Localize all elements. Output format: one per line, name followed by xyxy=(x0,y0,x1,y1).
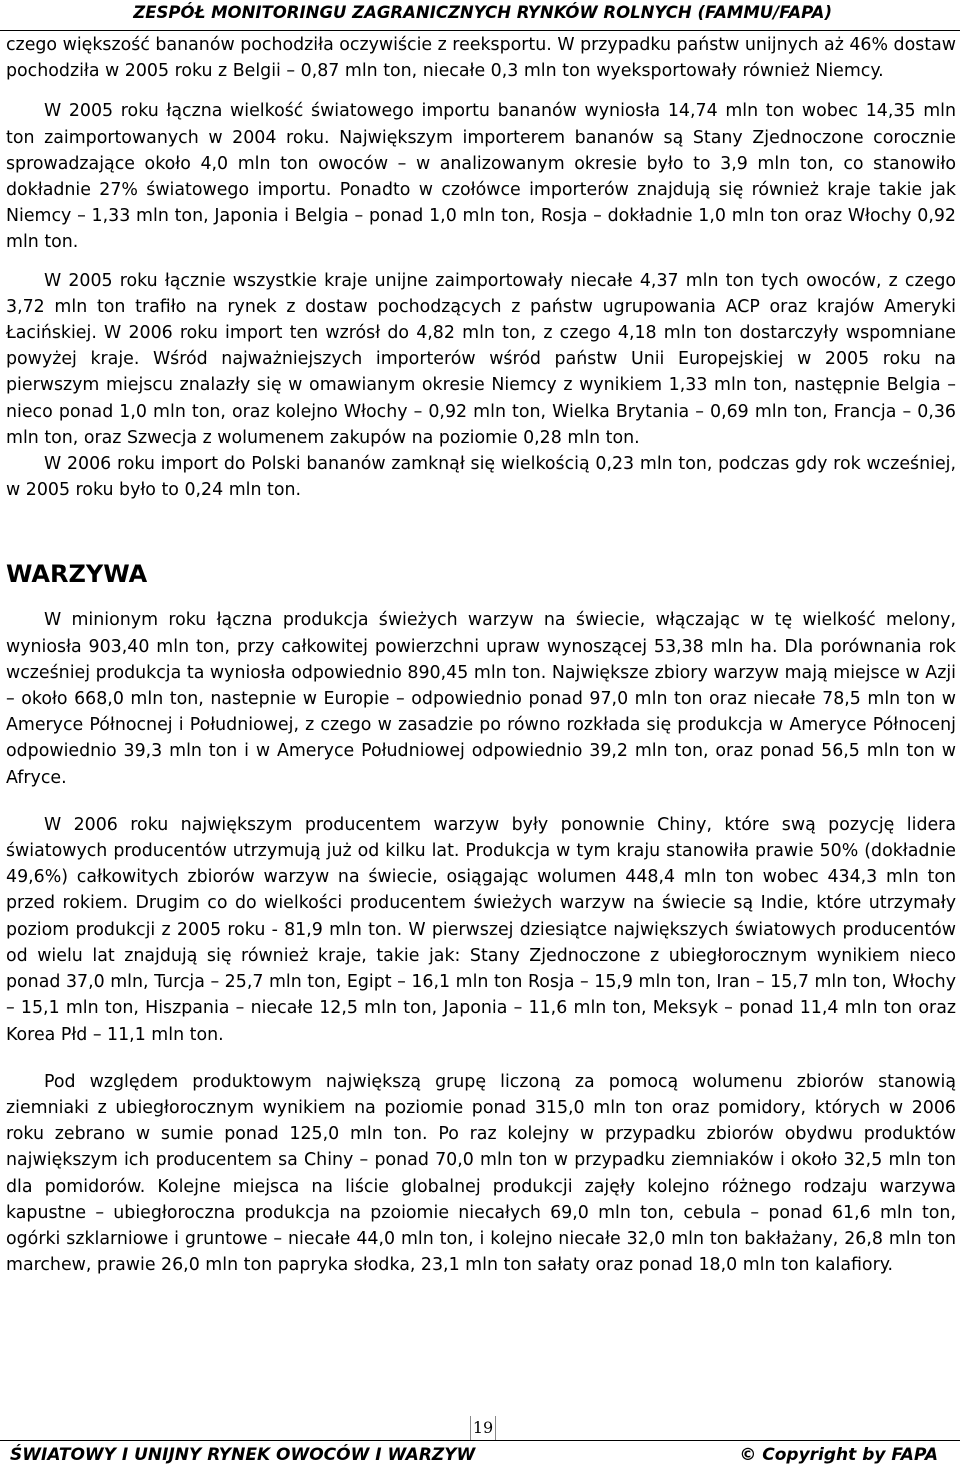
paragraph-top-producers: W 2006 roku największym producentem warzyw były ponownie Chiny, które swą pozycję lidera światowych producentów utrzymują już od kilku lat. Produkcja w tym kraju stanowiła prawie 50% (dokładnie 49,6%) całkowitych zbiorów warzyw na świecie, osiągając wolumen 448,4 mln ton wobec 434,3 mln ton przed rokiem. Drugim co do wielkości producentem świeżych warzyw na świecie są Indie, które utrzymały poziom produkcji z 2005 roku - 81,9 mln ton. W pierwszej dziesiątce największych światowych producentów od wielu lat znajdują się również kraje, takie jak: Stany Zjednoczone z ubiegłorocznym wynikiem nieco ponad 37,0 mln, Turcja – 25,7 mln ton, Egipt – 16,1 mln ton Rosja – 15,9 mln ton, Iran – 15,7 mln ton, Włochy – 15,1 mln ton, Hiszpania – niecałe 12,5 mln ton, Japonia – 11,6 mln ton, Meksyk – ponad 11,4 mln ton oraz Korea Płd – 11,1 mln ton. xyxy=(6,814,956,1045)
footer-copyright: © Copyright by FAPA xyxy=(739,1445,938,1465)
paragraph-world-import: W 2005 roku łączna wielkość światowego importu bananów wyniosła 14,74 mln ton wobec 14,35 mln ton zaimportowanych w 2004 roku. Największym importerem bananów są Stany Zjednoczone corocznie sprowadzające około 4,0 mln ton owoców – w analizowanym okresie było to 3,9 mln ton, co stanowiło dokładnie 27% światowego importu. Ponadto w czołówce importerów znajdują się również kraje takie jak Niemcy – 1,33 mln ton, Japonia i Belgia – ponad 1,0 mln ton, Rosja – dokładnie 1,0 mln ton oraz Włochy 0,92 mln ton. xyxy=(6,101,956,253)
document-body xyxy=(6,32,956,1278)
paragraph-eu-import: W 2005 roku łącznie wszystkie kraje unijne zaimportowały niecałe 4,37 mln ton tych owoców, z czego 3,72 mln ton trafiło na rynek z dostaw pochodzących z państw ugrupowania ACP oraz krajów Ameryki Łacińskiej. W 2006 roku import ten wzrósł do 4,82 mln ton, z czego 4,18 mln ton dostarczyły wspomniane powyżej kraje. Wśród najważniejszych importerów wśród państw Unii Europejskiej w 2005 roku na pierwszym miejscu znalazły się w omawianym okresie Niemcy z wynikiem 1,33 mln ton, następnie Belgia – nieco ponad 1,0 mln ton, oraz kolejno Włochy – 0,92 mln ton, Wielka Brytania – 0,69 mln ton, Francja – 0,36 mln ton, oraz Szwecja z wolumenem zakupów na poziomie 0,28 mln ton. xyxy=(6,270,956,448)
page-header xyxy=(0,0,960,31)
paragraph-product-groups: Pod względem produktowym największą grupę liczoną za pomocą wolumenu zbiorów stanowią ziemniaki z ubiegłorocznym wynikiem na poziomie ponad 315,0 mln ton oraz pomidory, których w 2006 roku zebrano w sumie ponad 125,0 mln ton. Po raz kolejny w przypadku zbiorów obydwu produktów największym ich producentem sa Chiny – ponad 70,0 mln ton w przypadku ziemniaków i około 32,5 mln ton dla pomidorów. Kolejne miejsca na liście globalnej produkcji zajęły kolejno różnego rodzaju warzywa kapustne – ubiegłoroczna produkcja na pzoiomie niecałych 69,0 mln ton, cebula – ponad 61,6 mln ton, ogórki szklarniowe i gruntowe – niecałe 44,0 mln ton, i kolejno niecałe 32,0 mln ton bakłażany, 26,8 mln ton marchew, prawie 26,0 mln ton papryka słodka, 23,1 mln ton sałaty oraz ponad 18,0 mln ton kalafiory. xyxy=(6,1071,956,1276)
footer-divider xyxy=(0,1440,960,1441)
page-number: 19 xyxy=(470,1416,496,1440)
header-title: ZESPÓŁ MONITORINGU ZAGRANICZNYCH RYNKÓW ROLNYCH (FAMMU/FAPA) xyxy=(133,3,832,22)
paragraph-continuation: czego większość bananów pochodziła oczywiście z reeksportu. W przypadku państw unijnych aż 46% dostaw pochodziła w 2005 roku z Belgii – 0,87 mln ton, niecałe 0,3 mln ton wyeksportowały również Niemcy. xyxy=(6,35,956,82)
section-title: WARZYWA xyxy=(6,560,148,589)
paragraph-world-production: W minionym roku łączna produkcja świeżych warzyw na świecie, włączając w tę wielkość melony, wyniosła 903,40 mln ton, przy całkowitej powierzchni upraw wynoszącej 53,38 mln ha. Dla porównania rok wcześniej produkcja ta wyniosła odpowiednio 890,45 mln ton. Największe zbiory warzyw mają miejsce w Azji – około 668,0 mln ton, nastepnie w Europie – odpowiednio ponad 97,0 mln ton oraz niecałe 78,5 mln ton w Ameryce Północnej i Południowej, z czego w zasadzie po równo rozkłada się produkcja w Ameryce Północenj odpowiednio 39,3 mln ton i w Ameryce Południowej odpowiednio 39,2 mln ton, oraz ponad 56,5 mln ton w Afryce. xyxy=(6,610,956,788)
footer-publication-title: ŚWIATOWY I UNIJNY RYNEK OWOCÓW I WARZYW xyxy=(10,1445,476,1465)
paragraph-poland-import: W 2006 roku import do Polski bananów zamknął się wielkością 0,23 mln ton, podczas gdy rok wcześniej, w 2005 roku było to 0,24 mln ton. xyxy=(6,454,956,501)
